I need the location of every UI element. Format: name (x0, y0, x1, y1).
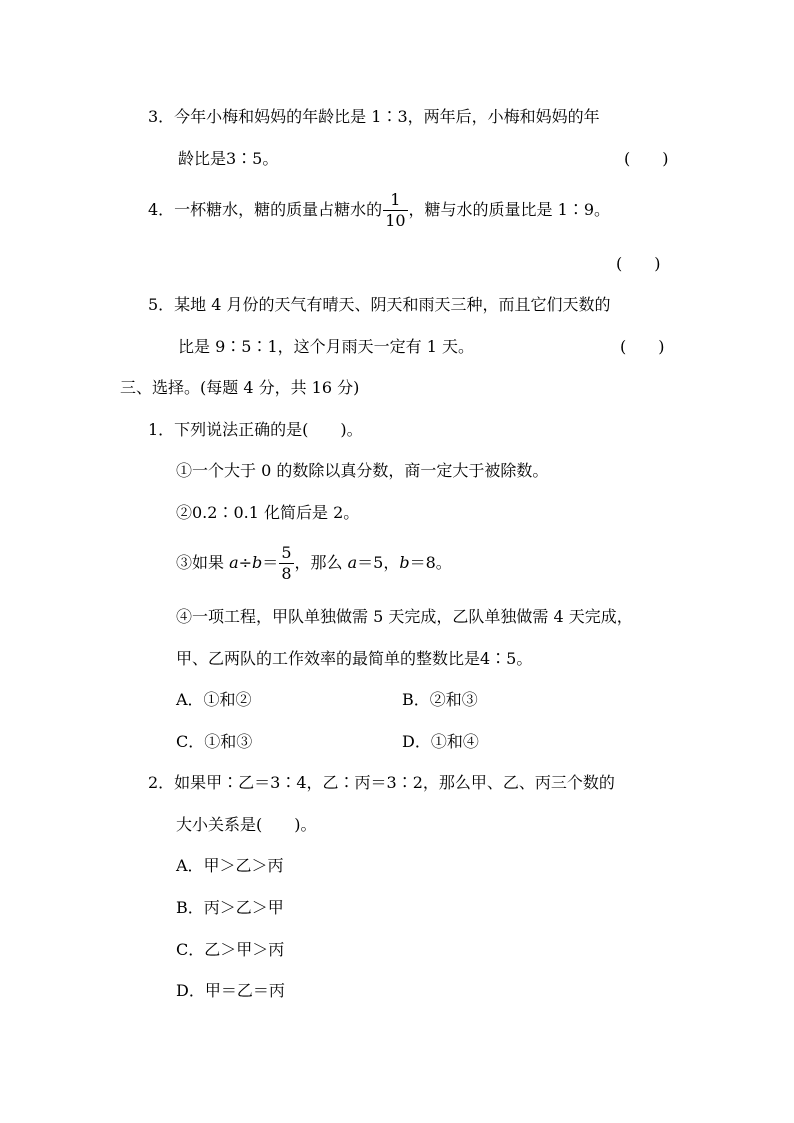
choice-2-option-b[interactable]: B．丙＞乙＞甲 (176, 898, 284, 917)
question-5-line-1: 5．某地 4 月份的天气有晴天、阴天和雨天三种，而且它们天数的 (148, 295, 611, 314)
choice-1-option-d[interactable]: D．①和④ (402, 732, 479, 751)
equals-sign: ＝ (262, 553, 279, 572)
question-3-line-1: 3．今年小梅和妈妈的年龄比是 1∶3，两年后，小梅和妈妈的年 (148, 107, 600, 126)
question-4-prefix: 4．一杯糖水，糖的质量占糖水的 (148, 200, 383, 219)
choice-2-option-c[interactable]: C．乙＞甲＞丙 (176, 940, 285, 959)
statement-3-prefix: ③如果 (176, 553, 230, 572)
choice-1-stem: 1．下列说法正确的是( )。 (148, 420, 363, 439)
question-3-line-2: 龄比是3∶5。 (178, 149, 279, 168)
section-3-heading: 三、选择。(每题 4 分，共 16 分) (120, 378, 360, 397)
choice-2-option-a[interactable]: A．甲＞乙＞丙 (176, 856, 284, 875)
variable-b: b (252, 553, 263, 572)
choice-1-statement-4-line-2: 甲、乙两队的工作效率的最简单的整数比是4∶5。 (176, 649, 533, 668)
fraction-numerator: 5 (281, 543, 292, 562)
question-5-answer-blank[interactable]: ( ) (620, 337, 665, 356)
variable-a: a (229, 553, 239, 572)
question-4-answer-blank[interactable]: ( ) (616, 254, 661, 273)
fraction-denominator: 8 (281, 564, 292, 583)
statement-3-fraction (279, 543, 293, 584)
choice-2-line-1: 2．如果甲∶乙＝3∶4，乙∶丙＝3∶2，那么甲、乙、丙三个数的 (148, 773, 615, 792)
question-4-suffix: ，糖与水的质量比是 1∶9。 (408, 200, 610, 219)
fraction-denominator: 10 (385, 211, 406, 230)
divide-sign: ÷ (238, 553, 253, 572)
choice-1-statement-4-line-1: ④一项工程，甲队单独做需 5 天完成，乙队单独做需 4 天完成， (176, 607, 633, 626)
choice-1-option-a[interactable]: A．①和② (176, 690, 252, 709)
value-a: ＝5， (357, 553, 400, 572)
question-5-line-2: 比是 9∶5∶1，这个月雨天一定有 1 天。 (178, 337, 474, 356)
fraction-numerator: 1 (390, 190, 401, 209)
value-b: ＝8。 (409, 553, 452, 572)
choice-1-statement-2: ②0.2∶0.1 化简后是 2。 (176, 503, 360, 522)
choice-1-statement-1: ①一个大于 0 的数除以真分数，商一定大于被除数。 (176, 461, 549, 480)
question-4-line (148, 188, 610, 232)
statement-3-middle: ，那么 (294, 553, 348, 572)
choice-2-line-2: 大小关系是( )。 (176, 815, 317, 834)
question-4-fraction (383, 190, 407, 231)
variable-b: b (399, 553, 410, 572)
variable-a: a (347, 553, 358, 572)
choice-1-statement-3 (176, 541, 452, 585)
choice-1-option-b[interactable]: B．②和③ (402, 690, 478, 709)
question-3-answer-blank[interactable]: ( ) (624, 149, 669, 168)
choice-1-option-c[interactable]: C．①和③ (176, 732, 253, 751)
choice-2-option-d[interactable]: D．甲＝乙＝丙 (176, 981, 285, 1000)
